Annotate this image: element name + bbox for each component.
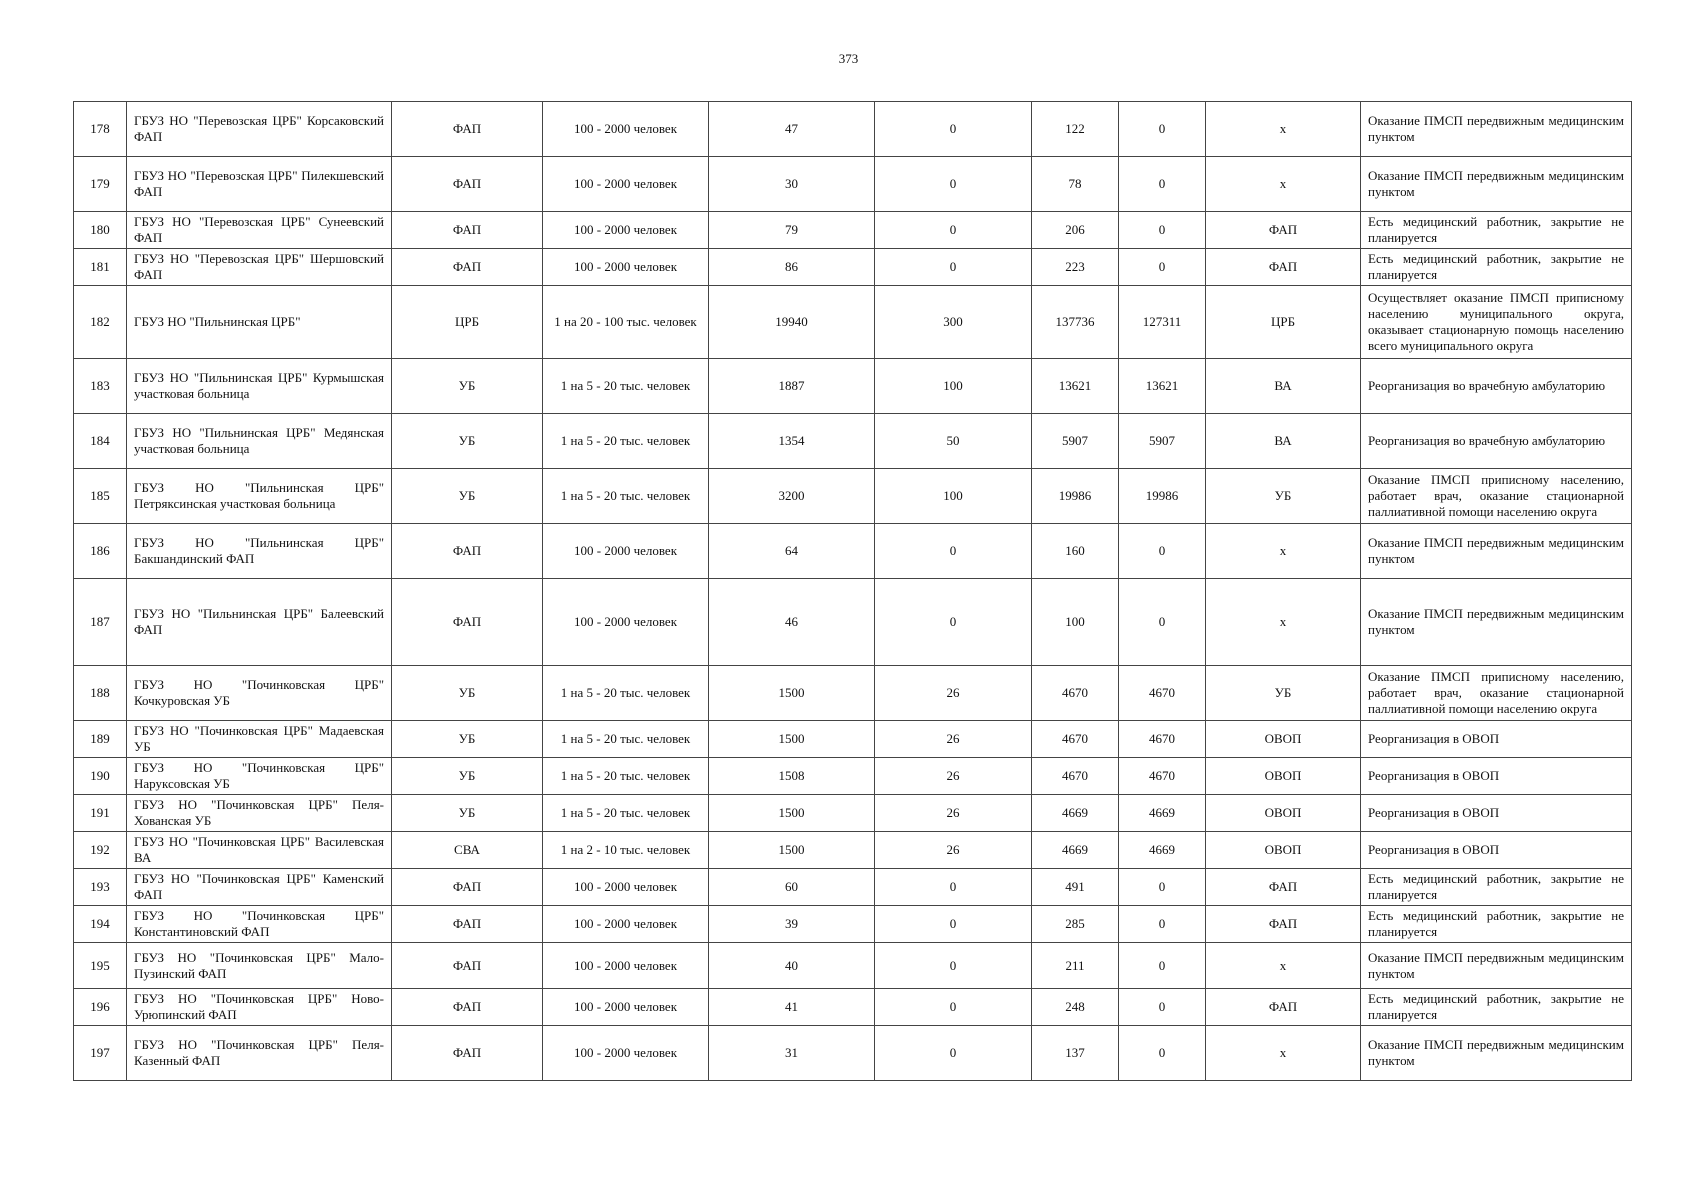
table-row <box>74 721 1632 758</box>
service-population-range: 100 - 2000 человек <box>543 579 709 666</box>
value-cell-3: 4669 <box>1032 795 1119 832</box>
service-population-range: 1 на 5 - 20 тыс. человек <box>543 414 709 469</box>
row-number: 189 <box>74 721 127 758</box>
facility-name: ГБУЗ НО "Починковская ЦРБ" Константиновский ФАП <box>127 906 392 943</box>
facility-name: ГБУЗ НО "Перевозская ЦРБ" Пилекшевский ФАП <box>127 157 392 212</box>
target-facility-type: ФАП <box>1206 906 1361 943</box>
facility-type: ФАП <box>392 249 543 286</box>
value-cell-3: 223 <box>1032 249 1119 286</box>
facility-name: ГБУЗ НО "Перевозская ЦРБ" Корсаковский ФАП <box>127 102 392 157</box>
value-cell-2: 300 <box>875 286 1032 359</box>
target-facility-type: ВА <box>1206 359 1361 414</box>
facility-name: ГБУЗ НО "Пильнинская ЦРБ" Балеевский ФАП <box>127 579 392 666</box>
table-row <box>74 157 1632 212</box>
facility-name: ГБУЗ НО "Пильнинская ЦРБ" <box>127 286 392 359</box>
service-population-range: 100 - 2000 человек <box>543 906 709 943</box>
facility-name: ГБУЗ НО "Починковская ЦРБ" Пеля-Хованская УБ <box>127 795 392 832</box>
facility-name: ГБУЗ НО "Пильнинская ЦРБ" Медянская участковая больница <box>127 414 392 469</box>
value-cell-2: 0 <box>875 906 1032 943</box>
value-cell-4: 0 <box>1119 906 1206 943</box>
value-cell-1: 30 <box>709 157 875 212</box>
table-row <box>74 102 1632 157</box>
target-facility-type: х <box>1206 524 1361 579</box>
service-population-range: 1 на 5 - 20 тыс. человек <box>543 359 709 414</box>
service-population-range: 1 на 2 - 10 тыс. человек <box>543 832 709 869</box>
facility-type: ФАП <box>392 1026 543 1081</box>
table-row <box>74 758 1632 795</box>
value-cell-3: 211 <box>1032 943 1119 989</box>
service-population-range: 100 - 2000 человек <box>543 102 709 157</box>
row-number: 182 <box>74 286 127 359</box>
service-population-range: 1 на 20 - 100 тыс. человек <box>543 286 709 359</box>
value-cell-3: 160 <box>1032 524 1119 579</box>
row-number: 193 <box>74 869 127 906</box>
value-cell-2: 0 <box>875 869 1032 906</box>
value-cell-1: 47 <box>709 102 875 157</box>
facility-name: ГБУЗ НО "Починковская ЦРБ" Ново-Урюпинский ФАП <box>127 989 392 1026</box>
service-population-range: 100 - 2000 человек <box>543 157 709 212</box>
row-number: 197 <box>74 1026 127 1081</box>
table-row <box>74 943 1632 989</box>
facility-name: ГБУЗ НО "Перевозская ЦРБ" Сунеевский ФАП <box>127 212 392 249</box>
value-cell-4: 4669 <box>1119 832 1206 869</box>
planned-action-note: Есть медицинский работник, закрытие не планируется <box>1361 869 1632 906</box>
facility-name: ГБУЗ НО "Починковская ЦРБ" Наруксовская УБ <box>127 758 392 795</box>
facility-name: ГБУЗ НО "Починковская ЦРБ" Мадаевская УБ <box>127 721 392 758</box>
facility-name: ГБУЗ НО "Пильнинская ЦРБ" Курмышская участковая больница <box>127 359 392 414</box>
facility-type: ФАП <box>392 157 543 212</box>
planned-action-note: Оказание ПМСП передвижным медицинским пунктом <box>1361 524 1632 579</box>
target-facility-type: ФАП <box>1206 212 1361 249</box>
row-number: 187 <box>74 579 127 666</box>
planned-action-note: Реорганизация в ОВОП <box>1361 832 1632 869</box>
value-cell-4: 0 <box>1119 869 1206 906</box>
value-cell-4: 0 <box>1119 212 1206 249</box>
target-facility-type: х <box>1206 157 1361 212</box>
service-population-range: 100 - 2000 человек <box>543 212 709 249</box>
row-number: 192 <box>74 832 127 869</box>
target-facility-type: х <box>1206 1026 1361 1081</box>
value-cell-2: 26 <box>875 666 1032 721</box>
target-facility-type: х <box>1206 943 1361 989</box>
value-cell-3: 100 <box>1032 579 1119 666</box>
page-number: 373 <box>838 51 859 66</box>
value-cell-2: 26 <box>875 721 1032 758</box>
service-population-range: 100 - 2000 человек <box>543 869 709 906</box>
value-cell-4: 0 <box>1119 579 1206 666</box>
table-row <box>74 832 1632 869</box>
facility-type: УБ <box>392 721 543 758</box>
table-row <box>74 414 1632 469</box>
row-number: 188 <box>74 666 127 721</box>
table-row <box>74 579 1632 666</box>
value-cell-2: 0 <box>875 249 1032 286</box>
value-cell-2: 0 <box>875 212 1032 249</box>
value-cell-1: 1500 <box>709 721 875 758</box>
value-cell-1: 19940 <box>709 286 875 359</box>
table-row <box>74 989 1632 1026</box>
value-cell-1: 79 <box>709 212 875 249</box>
value-cell-3: 4670 <box>1032 721 1119 758</box>
value-cell-1: 86 <box>709 249 875 286</box>
facility-name: ГБУЗ НО "Починковская ЦРБ" Василевская ВА <box>127 832 392 869</box>
target-facility-type: УБ <box>1206 469 1361 524</box>
table-row <box>74 524 1632 579</box>
planned-action-note: Реорганизация в ОВОП <box>1361 721 1632 758</box>
value-cell-3: 4669 <box>1032 832 1119 869</box>
facility-name: ГБУЗ НО "Починковская ЦРБ" Кочкуровская УБ <box>127 666 392 721</box>
facility-table <box>73 101 1632 1081</box>
value-cell-2: 100 <box>875 469 1032 524</box>
value-cell-2: 0 <box>875 102 1032 157</box>
planned-action-note: Есть медицинский работник, закрытие не планируется <box>1361 989 1632 1026</box>
planned-action-note: Оказание ПМСП передвижным медицинским пунктом <box>1361 579 1632 666</box>
value-cell-1: 1508 <box>709 758 875 795</box>
planned-action-note: Реорганизация во врачебную амбулаторию <box>1361 359 1632 414</box>
value-cell-4: 0 <box>1119 249 1206 286</box>
service-population-range: 1 на 5 - 20 тыс. человек <box>543 721 709 758</box>
value-cell-3: 122 <box>1032 102 1119 157</box>
target-facility-type: УБ <box>1206 666 1361 721</box>
value-cell-4: 13621 <box>1119 359 1206 414</box>
target-facility-type: ФАП <box>1206 869 1361 906</box>
value-cell-1: 46 <box>709 579 875 666</box>
value-cell-1: 3200 <box>709 469 875 524</box>
row-number: 185 <box>74 469 127 524</box>
value-cell-1: 60 <box>709 869 875 906</box>
table-row <box>74 869 1632 906</box>
value-cell-3: 78 <box>1032 157 1119 212</box>
table-row <box>74 359 1632 414</box>
value-cell-3: 13621 <box>1032 359 1119 414</box>
table-row <box>74 795 1632 832</box>
value-cell-4: 4670 <box>1119 758 1206 795</box>
planned-action-note: Оказание ПМСП приписному населению, работает врач, оказание стационарной паллиативной помощи населению округа <box>1361 469 1632 524</box>
planned-action-note: Реорганизация в ОВОП <box>1361 795 1632 832</box>
facility-name: ГБУЗ НО "Перевозская ЦРБ" Шершовский ФАП <box>127 249 392 286</box>
row-number: 183 <box>74 359 127 414</box>
value-cell-4: 4669 <box>1119 795 1206 832</box>
target-facility-type: ФАП <box>1206 249 1361 286</box>
row-number: 195 <box>74 943 127 989</box>
table-row <box>74 212 1632 249</box>
facility-type: СВА <box>392 832 543 869</box>
value-cell-2: 26 <box>875 795 1032 832</box>
service-population-range: 100 - 2000 человек <box>543 989 709 1026</box>
table-row <box>74 666 1632 721</box>
value-cell-2: 0 <box>875 1026 1032 1081</box>
value-cell-3: 19986 <box>1032 469 1119 524</box>
value-cell-4: 0 <box>1119 157 1206 212</box>
value-cell-3: 285 <box>1032 906 1119 943</box>
target-facility-type: ОВОП <box>1206 721 1361 758</box>
facility-type: ФАП <box>392 212 543 249</box>
value-cell-3: 206 <box>1032 212 1119 249</box>
planned-action-note: Реорганизация в ОВОП <box>1361 758 1632 795</box>
row-number: 181 <box>74 249 127 286</box>
row-number: 196 <box>74 989 127 1026</box>
planned-action-note: Оказание ПМСП передвижным медицинским пунктом <box>1361 943 1632 989</box>
target-facility-type: ФАП <box>1206 989 1361 1026</box>
value-cell-1: 1354 <box>709 414 875 469</box>
row-number: 190 <box>74 758 127 795</box>
value-cell-2: 0 <box>875 579 1032 666</box>
facility-name: ГБУЗ НО "Пильнинская ЦРБ" Петряксинская участковая больница <box>127 469 392 524</box>
row-number: 179 <box>74 157 127 212</box>
facility-name: ГБУЗ НО "Починковская ЦРБ" Каменский ФАП <box>127 869 392 906</box>
row-number: 186 <box>74 524 127 579</box>
service-population-range: 100 - 2000 человек <box>543 249 709 286</box>
value-cell-2: 50 <box>875 414 1032 469</box>
row-number: 184 <box>74 414 127 469</box>
target-facility-type: ЦРБ <box>1206 286 1361 359</box>
value-cell-1: 1500 <box>709 795 875 832</box>
value-cell-3: 4670 <box>1032 666 1119 721</box>
value-cell-1: 41 <box>709 989 875 1026</box>
facility-type: УБ <box>392 359 543 414</box>
facility-type: ЦРБ <box>392 286 543 359</box>
value-cell-2: 26 <box>875 758 1032 795</box>
value-cell-2: 100 <box>875 359 1032 414</box>
table-row <box>74 249 1632 286</box>
value-cell-3: 137 <box>1032 1026 1119 1081</box>
value-cell-1: 64 <box>709 524 875 579</box>
value-cell-1: 1500 <box>709 832 875 869</box>
value-cell-1: 1887 <box>709 359 875 414</box>
facility-type: УБ <box>392 469 543 524</box>
service-population-range: 1 на 5 - 20 тыс. человек <box>543 469 709 524</box>
value-cell-2: 0 <box>875 989 1032 1026</box>
value-cell-4: 0 <box>1119 1026 1206 1081</box>
value-cell-1: 1500 <box>709 666 875 721</box>
value-cell-4: 19986 <box>1119 469 1206 524</box>
row-number: 180 <box>74 212 127 249</box>
value-cell-3: 491 <box>1032 869 1119 906</box>
value-cell-1: 39 <box>709 906 875 943</box>
value-cell-4: 127311 <box>1119 286 1206 359</box>
facility-type: ФАП <box>392 989 543 1026</box>
facility-type: УБ <box>392 414 543 469</box>
value-cell-4: 0 <box>1119 943 1206 989</box>
value-cell-3: 5907 <box>1032 414 1119 469</box>
value-cell-3: 137736 <box>1032 286 1119 359</box>
target-facility-type: х <box>1206 579 1361 666</box>
service-population-range: 1 на 5 - 20 тыс. человек <box>543 666 709 721</box>
table-row <box>74 286 1632 359</box>
facility-type: ФАП <box>392 869 543 906</box>
facility-name: ГБУЗ НО "Пильнинская ЦРБ" Бакшандинский ФАП <box>127 524 392 579</box>
row-number: 191 <box>74 795 127 832</box>
value-cell-4: 5907 <box>1119 414 1206 469</box>
planned-action-note: Есть медицинский работник, закрытие не планируется <box>1361 249 1632 286</box>
service-population-range: 100 - 2000 человек <box>543 943 709 989</box>
table-row <box>74 469 1632 524</box>
facility-type: УБ <box>392 795 543 832</box>
planned-action-note: Реорганизация во врачебную амбулаторию <box>1361 414 1632 469</box>
facility-type: ФАП <box>392 102 543 157</box>
value-cell-4: 0 <box>1119 989 1206 1026</box>
facility-type: ФАП <box>392 906 543 943</box>
target-facility-type: ВА <box>1206 414 1361 469</box>
value-cell-3: 248 <box>1032 989 1119 1026</box>
value-cell-4: 4670 <box>1119 721 1206 758</box>
facility-type: ФАП <box>392 943 543 989</box>
table-row <box>74 1026 1632 1081</box>
row-number: 178 <box>74 102 127 157</box>
facility-name: ГБУЗ НО "Починковская ЦРБ" Мало-Пузинский ФАП <box>127 943 392 989</box>
facility-type: ФАП <box>392 579 543 666</box>
facility-type: УБ <box>392 758 543 795</box>
service-population-range: 100 - 2000 человек <box>543 1026 709 1081</box>
value-cell-1: 40 <box>709 943 875 989</box>
facility-type: ФАП <box>392 524 543 579</box>
target-facility-type: ОВОП <box>1206 795 1361 832</box>
service-population-range: 100 - 2000 человек <box>543 524 709 579</box>
planned-action-note: Оказание ПМСП передвижным медицинским пунктом <box>1361 157 1632 212</box>
planned-action-note: Есть медицинский работник, закрытие не планируется <box>1361 212 1632 249</box>
table-row <box>74 906 1632 943</box>
value-cell-2: 0 <box>875 943 1032 989</box>
row-number: 194 <box>74 906 127 943</box>
value-cell-2: 0 <box>875 157 1032 212</box>
value-cell-2: 0 <box>875 524 1032 579</box>
value-cell-3: 4670 <box>1032 758 1119 795</box>
value-cell-4: 0 <box>1119 524 1206 579</box>
facility-type: УБ <box>392 666 543 721</box>
planned-action-note: Оказание ПМСП передвижным медицинским пунктом <box>1361 1026 1632 1081</box>
target-facility-type: х <box>1206 102 1361 157</box>
value-cell-4: 0 <box>1119 102 1206 157</box>
service-population-range: 1 на 5 - 20 тыс. человек <box>543 758 709 795</box>
planned-action-note: Оказание ПМСП приписному населению, работает врач, оказание стационарной паллиативной помощи населению округа <box>1361 666 1632 721</box>
target-facility-type: ОВОП <box>1206 832 1361 869</box>
value-cell-1: 31 <box>709 1026 875 1081</box>
service-population-range: 1 на 5 - 20 тыс. человек <box>543 795 709 832</box>
target-facility-type: ОВОП <box>1206 758 1361 795</box>
planned-action-note: Осуществляет оказание ПМСП приписному населению муниципального округа, оказывает стационарную помощь населению всего муниципального округа <box>1361 286 1632 359</box>
facility-name: ГБУЗ НО "Починковская ЦРБ" Пеля-Казенный ФАП <box>127 1026 392 1081</box>
planned-action-note: Есть медицинский работник, закрытие не планируется <box>1361 906 1632 943</box>
value-cell-4: 4670 <box>1119 666 1206 721</box>
planned-action-note: Оказание ПМСП передвижным медицинским пунктом <box>1361 102 1632 157</box>
value-cell-2: 26 <box>875 832 1032 869</box>
